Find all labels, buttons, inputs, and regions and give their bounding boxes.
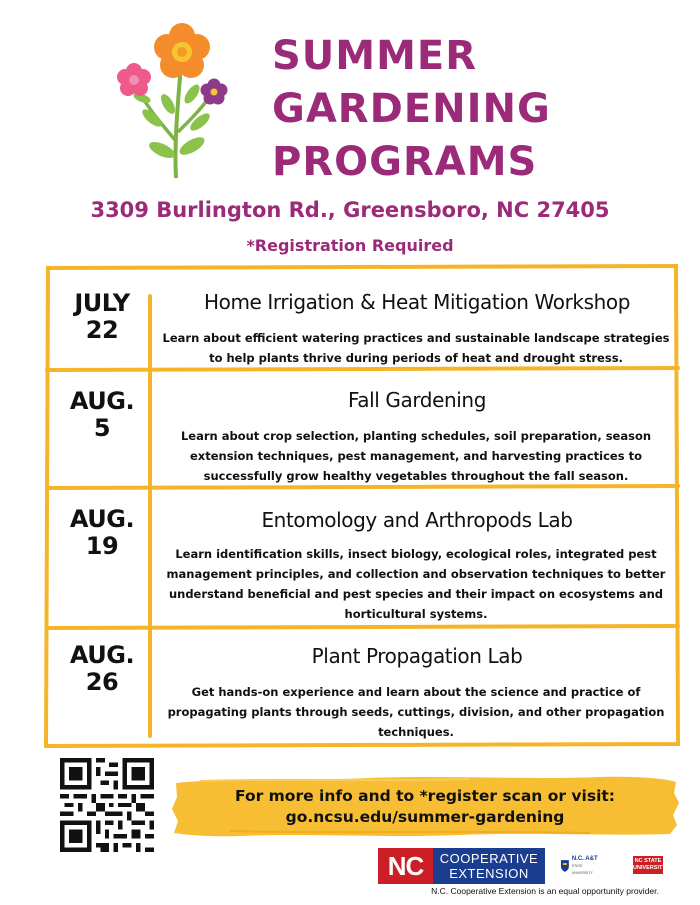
ncat-name: N.C. A&T [571, 855, 598, 862]
ncstate-line-2: UNIVERSITY [633, 865, 667, 871]
event-title: Entomology and Arthropods Lab [261, 508, 573, 532]
registration-note: *Registration Required [246, 236, 454, 255]
qr-code-icon[interactable] [60, 758, 154, 852]
event-date [52, 642, 152, 696]
title-line-3: PROGRAMS [272, 139, 538, 185]
event-date-month: AUG. [69, 641, 135, 669]
info-link[interactable]: go.ncsu.edu/summer-gardening [285, 808, 565, 826]
footer-note: N.C. Cooperative Extension is an equal opportunity provider. [431, 886, 659, 896]
event-date-day: 19 [85, 532, 119, 560]
event-date-month: AUG. [69, 505, 135, 533]
title-line-1: SUMMER [272, 33, 478, 79]
event-title: Plant Propagation Lab [311, 644, 523, 668]
info-callout [185, 786, 665, 828]
event-description: Get hands-on experience and learn about the science and practice of propagating plants through seeds, cuttings, division, and other propagation techniques. [167, 685, 665, 739]
event-date [52, 290, 152, 344]
page-title [272, 30, 551, 189]
cooperative-extension-logo [378, 848, 545, 884]
coop-nc-mark: NC [378, 848, 433, 884]
event-title: Fall Gardening [347, 388, 487, 412]
title-line-2: GARDENING [272, 86, 551, 132]
info-text: For more info and to *register scan or visit: [235, 787, 615, 805]
event-date [52, 388, 152, 442]
event-description: Learn identification skills, insect biology, ecological roles, integrated pest management principles, and collection and observation techniques to better understand beneficial and pest species and their impact on ecosystems and horticultural systems. [166, 547, 666, 621]
event-date-day: 5 [93, 414, 111, 442]
address: 3309 Burlington Rd., Greensboro, NC 27405 [90, 198, 610, 222]
event-description: Learn about crop selection, planting schedules, soil preparation, season extension techniques, pest management, and harvesting practices to successfully grow healthy vegetables throughout the fall season. [180, 429, 652, 483]
event-date-month: AUG. [69, 387, 135, 415]
coop-wordmark [433, 848, 545, 884]
event-date-month: JULY [74, 289, 130, 317]
ncat-sub: STATE UNIVERSITY [571, 863, 593, 875]
event-date-day: 26 [85, 668, 119, 696]
coop-line-2: EXTENSION [449, 866, 529, 881]
flower-illustration [112, 22, 242, 182]
event-date-day: 22 [85, 316, 119, 344]
ncat-logo [560, 854, 604, 878]
ncstate-logo [633, 856, 667, 874]
coop-line-1: COOPERATIVE [439, 851, 539, 866]
ncat-wordmark [572, 856, 604, 877]
events-table [44, 264, 680, 748]
ncstate-line-1: NC STATE [634, 858, 662, 864]
event-title: Home Irrigation & Heat Mitigation Workshop [203, 290, 631, 314]
event-date [52, 506, 152, 560]
ncat-shield-icon [560, 859, 570, 873]
event-description: Learn about efficient watering practices and sustainable landscape strategies to help plants thrive during periods of heat and drought stress. [162, 331, 670, 365]
